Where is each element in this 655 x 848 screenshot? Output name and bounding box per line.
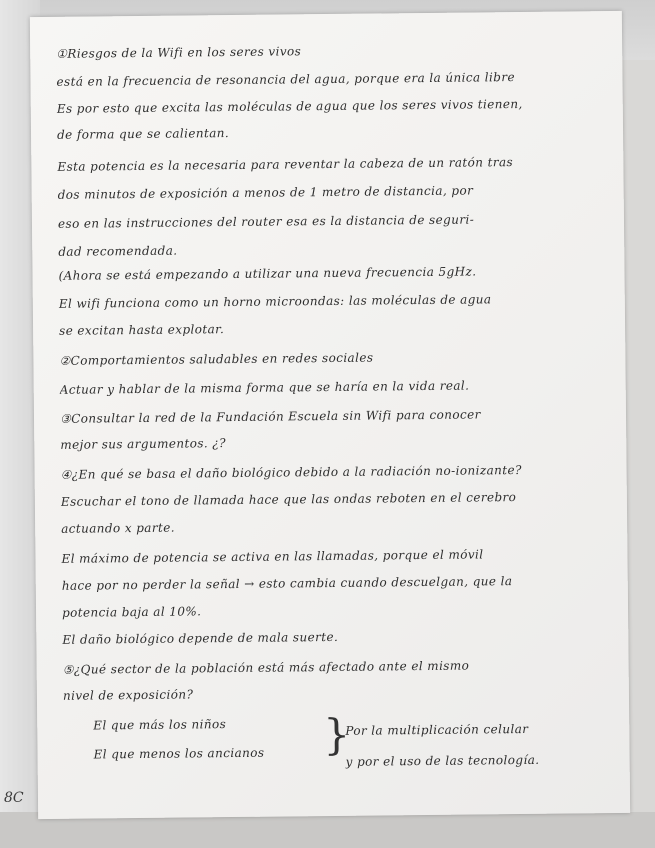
- text-line: está en la frecuencia de resonancia del agua, porque era la única libre: [56, 70, 516, 89]
- text-line: de forma que se calientan.: [56, 126, 230, 142]
- heading-5: ⑤¿Qué sector de la población está más afectado ante el mismo: [62, 658, 470, 677]
- text-line: se excitan hasta explotar.: [59, 322, 225, 338]
- text-line: Escuchar el tono de llamada hace que las ondas reboten en el cerebro: [60, 490, 517, 509]
- text-line: nivel de exposición?: [62, 687, 194, 703]
- text-line: El máximo de potencia se activa en las llamadas, porque el móvil: [61, 547, 484, 566]
- text-line: dos minutos de exposición a menos de 1 metro de distancia, por: [57, 183, 474, 202]
- text-line: Actuar y hablar de la misma forma que se haría en la vida real.: [59, 378, 470, 397]
- right-note: y por el uso de las tecnología.: [345, 752, 540, 769]
- heading-3: ③Consultar la red de la Fundación Escuela sin Wifi para conocer: [59, 407, 481, 426]
- text-line: potencia baja al 10%.: [61, 604, 202, 620]
- text-line: actuando x parte.: [61, 520, 175, 536]
- text-line: mejor sus argumentos. ¿?: [60, 436, 227, 452]
- text-line: dad recomendada.: [58, 243, 178, 259]
- heading-1: ①Riesgos de la Wifi en los seres vivos: [56, 44, 302, 61]
- text-line: El daño biológico depende de mala suerte.: [62, 629, 339, 647]
- text-line: Esta potencia es la necesaria para reventar la cabeza de un ratón tras: [57, 155, 514, 174]
- heading-2: ②Comportamientos saludables en redes sociales: [59, 350, 374, 368]
- text-line: eso en las instrucciones del router esa es la distancia de seguri-: [57, 212, 475, 231]
- text-line: El que menos los ancianos: [93, 745, 265, 762]
- text-line: Es por esto que excita las moléculas de agua que los seres vivos tienen,: [56, 96, 523, 116]
- text-line: El que más los niños: [93, 717, 227, 733]
- handwritten-page: [30, 11, 630, 819]
- heading-4: ④¿En qué se basa el daño biológico debido a la radiación no-ionizante?: [60, 462, 522, 482]
- text-line: El wifi funciona como un horno microondas: las moléculas de agua: [58, 292, 492, 311]
- text-line: hace por no perder la señal → esto cambia cuando descuelgan, que la: [61, 574, 513, 593]
- text-line: (Ahora se está empezando a utilizar una nueva frecuencia 5gHz.: [58, 264, 477, 283]
- curly-brace-icon: }: [323, 709, 351, 760]
- right-note: Por la multiplicación celular: [345, 721, 529, 738]
- margin-mark: 8C: [4, 790, 24, 806]
